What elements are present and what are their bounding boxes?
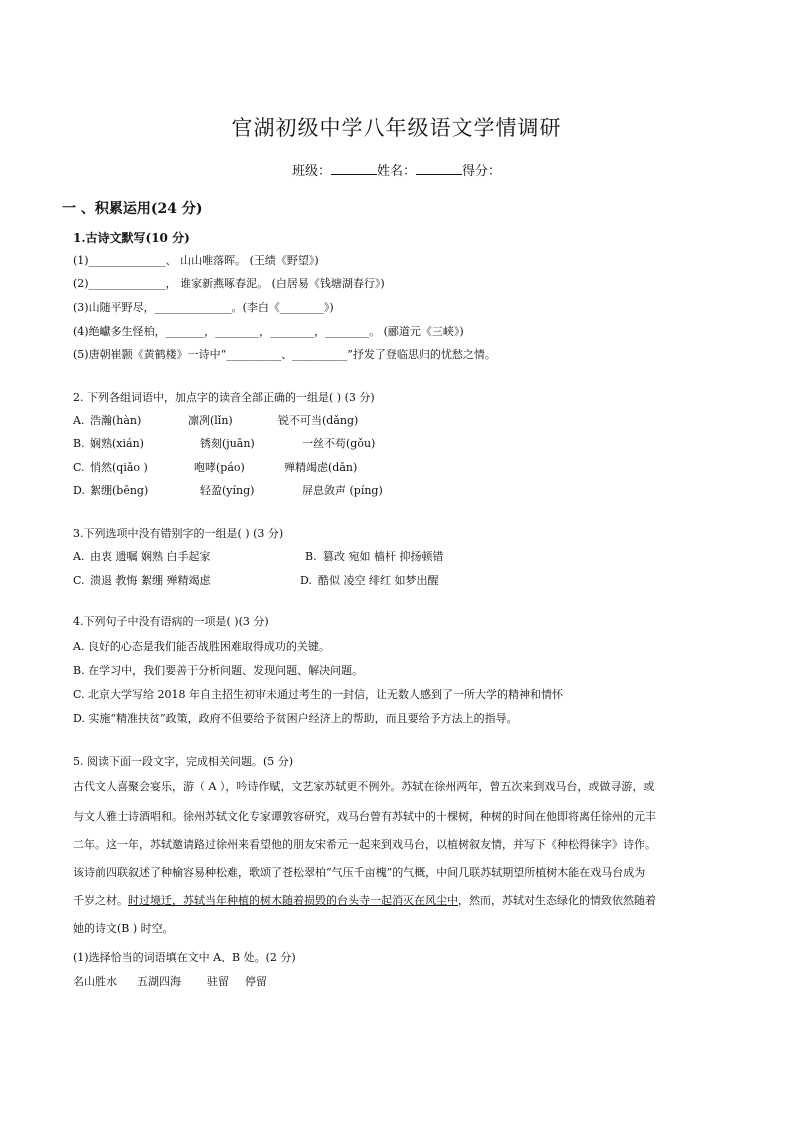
option-item: 一丝不苟(gǒu) bbox=[302, 437, 376, 450]
question-1-heading: 1.古诗文默写(10 分) bbox=[73, 231, 190, 245]
option-item: 锐不可当(dǎng) bbox=[278, 414, 359, 427]
word-choice: 名山胜水 bbox=[73, 975, 117, 988]
option-item: 浩瀚(hàn) bbox=[90, 414, 142, 427]
score-label: 得分： bbox=[462, 164, 502, 179]
question-4-option-c: C. 北京大学写给 2018 年自主招生初审未通过考生的一封信，让无数人感到了一所大学的精神和情怀 bbox=[73, 688, 564, 701]
question-5-heading: 5. 阅读下面一段文字，完成相关问题。(5 分) bbox=[73, 755, 294, 768]
option-label: D. bbox=[300, 574, 312, 587]
question-2-heading: 2. 下列各组词语中，加点字的读音全部正确的一组是( ) (3 分) bbox=[73, 391, 375, 404]
option-item: 咆哮(páo) bbox=[194, 461, 245, 474]
passage-line-1: 古代文人喜聚会宴乐，游（ A ），吟诗作赋，文艺家苏轼更不例外。苏轼在徐州两年，曾五次来到戏马台，或做寻游，或 bbox=[73, 780, 655, 793]
option-label: C. bbox=[73, 574, 85, 587]
question-4-option-a: A. 良好的心态是我们能否战胜困难取得成功的关键。 bbox=[73, 640, 330, 653]
question-3-heading: 3.下列选项中没有错别字的一组是( ) (3 分) bbox=[73, 527, 284, 540]
question-4-heading: 4.下列句子中没有语病的一项是( )(3 分) bbox=[73, 615, 269, 628]
passage-line-3: 二年。这一年，苏轼邀请路过徐州来看望他的朋友宋希元一起来到戏马台，以植树叙友情，并写下《种松得徕字》诗作。 bbox=[73, 838, 656, 851]
option-item: 娴熟(xián) bbox=[90, 437, 144, 450]
question-4-option-b: B. 在学习中，我们要善于分析问题、发现问题、解决问题。 bbox=[73, 664, 364, 677]
option-label: C. bbox=[73, 461, 85, 474]
option-item: 凛冽(lǐn) bbox=[188, 414, 233, 427]
word-choice: 停留 bbox=[245, 975, 267, 988]
question-1-line-3: (3)山随平野尽，______________。(李白《________》) bbox=[73, 301, 334, 314]
option-text: 由衷 遗嘱 娴熟 白手起家 bbox=[90, 550, 211, 563]
passage-line-4: 该诗前四联叙述了种榆容易种松难，歌颂了苍松翠柏“气压千亩槐”的气概，中间几联苏轼期望所植树木能在戏马台成为 bbox=[73, 866, 646, 879]
section-heading: 一 、积累运用(24 分) bbox=[62, 201, 203, 217]
question-1-line-4: (4)绝巘多生怪柏，_______，________，________，________。 (郦道元《三峡》) bbox=[73, 325, 464, 338]
option-text: 溃退 教悔 絮绷 殚精竭虑 bbox=[90, 574, 211, 587]
option-item: 轻盈(yíng) bbox=[200, 484, 255, 497]
class-label: 班级： bbox=[291, 164, 331, 179]
option-label: A. bbox=[73, 414, 85, 427]
option-label: D. bbox=[73, 484, 85, 497]
option-label: A. bbox=[73, 550, 85, 563]
class-blank[interactable] bbox=[331, 162, 377, 175]
question-4-option-d: D. 实施“精准扶贫”政策，政府不但要给予贫困户经济上的帮助，而且要给予方法上的指导。 bbox=[73, 712, 518, 725]
passage-text: ，然而，苏轼对生态绿化的情致依然随着 bbox=[458, 894, 656, 907]
question-5-subquestion-1: (1)选择恰当的词语填在文中 A、B 处。(2 分) bbox=[73, 951, 296, 964]
option-item: 絮绷(bēng) bbox=[90, 484, 149, 497]
option-label: B. bbox=[305, 550, 317, 563]
passage-line-2: 与文人雅士诗酒唱和。徐州苏轼文化专家谭敦容研究，戏马台曾有苏轼中的十棵树，种树的时间在他即将离任徐州的元丰 bbox=[73, 810, 656, 823]
question-1-line-5: (5)唐朝崔颢《黄鹤楼》一诗中“__________、__________”抒发了登临思归的忧愁之情。 bbox=[73, 348, 496, 361]
word-choice: 驻留 bbox=[207, 975, 229, 988]
word-choice: 五湖四海 bbox=[137, 975, 181, 988]
passage-line-5 bbox=[73, 894, 713, 908]
question-1-line-1: (1)______________、 山山唯落晖。 (王绩《野望》) bbox=[73, 254, 319, 267]
question-1-line-2: (2)______________， 谁家新燕啄春泥。 (白居易《钱塘湖春行》) bbox=[73, 277, 385, 290]
option-text: 酷似 凌空 绯红 如梦出醒 bbox=[318, 574, 439, 587]
option-item: 锈刻(juān) bbox=[200, 437, 255, 450]
passage-text: 千岁之材。 bbox=[73, 894, 128, 907]
page-title: 官湖初级中学八年级语文学情调研 bbox=[231, 116, 562, 140]
student-info-line bbox=[0, 160, 793, 179]
option-label: B. bbox=[73, 437, 85, 450]
passage-line-6: 她的诗文(B ) 时空。 bbox=[73, 922, 174, 935]
option-item: 殚精竭虑(dān) bbox=[284, 461, 358, 474]
option-text: 篡改 宛如 樯杆 抑扬顿错 bbox=[323, 550, 444, 563]
underlined-sentence: 时过境迁，苏轼当年种植的树木随着损毁的台头寺一起消灭在风尘中 bbox=[128, 894, 458, 907]
option-item: 悄然(qiǎo ) bbox=[90, 461, 148, 474]
name-blank[interactable] bbox=[416, 162, 462, 175]
name-label: 姓名： bbox=[376, 164, 416, 179]
option-item: 屏息敛声 (píng) bbox=[302, 484, 383, 497]
